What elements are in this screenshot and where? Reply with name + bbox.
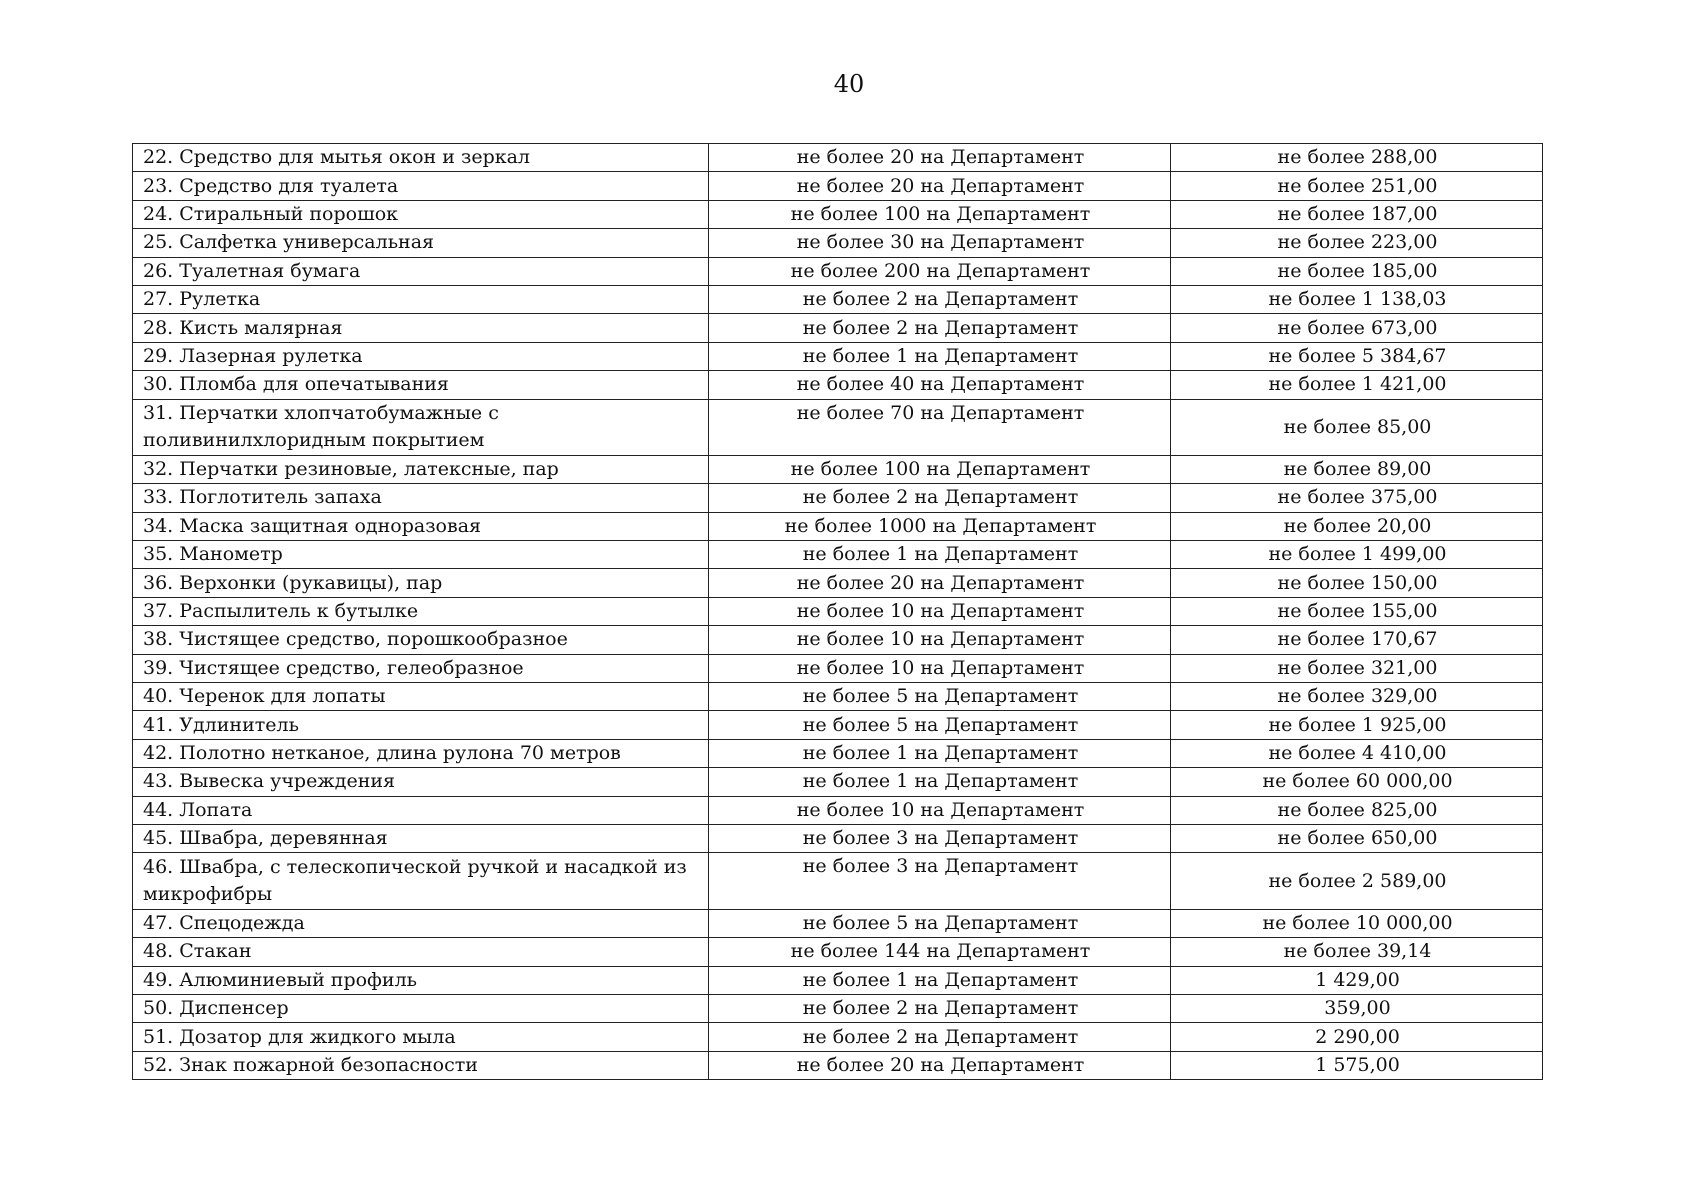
item-price-cell: не более 251,00: [1171, 172, 1543, 200]
table-row: [133, 711, 1543, 739]
item-price-cell: не более 20,00: [1171, 512, 1543, 540]
table-row: [133, 371, 1543, 399]
item-price-cell: 2 290,00: [1171, 1023, 1543, 1051]
item-price-cell: не более 185,00: [1171, 257, 1543, 285]
item-price-cell: не более 60 000,00: [1171, 768, 1543, 796]
item-quantity-cell: не более 144 на Департамент: [709, 938, 1171, 966]
item-quantity-cell: не более 20 на Департамент: [709, 569, 1171, 597]
item-name-cell: 37. Распылитель к бутылке: [133, 597, 709, 625]
item-quantity-cell: не более 1 на Департамент: [709, 541, 1171, 569]
item-price-cell: не более 170,67: [1171, 626, 1543, 654]
table-row: [133, 455, 1543, 483]
item-name-cell: 26. Туалетная бумага: [133, 257, 709, 285]
item-quantity-cell: не более 200 на Департамент: [709, 257, 1171, 285]
table-row: [133, 597, 1543, 625]
item-quantity-cell: не более 5 на Департамент: [709, 683, 1171, 711]
item-quantity-cell: не более 2 на Департамент: [709, 994, 1171, 1022]
item-quantity-cell: не более 1 на Департамент: [709, 768, 1171, 796]
table-row: [133, 1023, 1543, 1051]
item-quantity-cell: не более 10 на Департамент: [709, 597, 1171, 625]
item-name-cell: 44. Лопата: [133, 796, 709, 824]
table-row: [133, 768, 1543, 796]
table-row: [133, 285, 1543, 313]
item-price-cell: не более 39,14: [1171, 938, 1543, 966]
table-row: [133, 909, 1543, 937]
item-price-cell: не более 288,00: [1171, 144, 1543, 172]
item-quantity-cell: не более 70 на Департамент: [709, 399, 1171, 455]
item-name-cell: 42. Полотно нетканое, длина рулона 70 метров: [133, 739, 709, 767]
item-name-cell: 48. Стакан: [133, 938, 709, 966]
item-name-cell: 40. Черенок для лопаты: [133, 683, 709, 711]
item-name-cell: 51. Дозатор для жидкого мыла: [133, 1023, 709, 1051]
item-name-cell: 24. Стиральный порошок: [133, 200, 709, 228]
item-price-cell: не более 155,00: [1171, 597, 1543, 625]
item-price-cell: не более 1 925,00: [1171, 711, 1543, 739]
table-row: [133, 938, 1543, 966]
table-row: [133, 853, 1543, 909]
table-row: [133, 257, 1543, 285]
item-quantity-cell: не более 1000 на Департамент: [709, 512, 1171, 540]
table-row: [133, 569, 1543, 597]
item-name-cell: 38. Чистящее средство, порошкообразное: [133, 626, 709, 654]
table-row: [133, 342, 1543, 370]
item-price-cell: не более 1 138,03: [1171, 285, 1543, 313]
table-row: [133, 654, 1543, 682]
item-quantity-cell: не более 100 на Департамент: [709, 455, 1171, 483]
item-name-cell: 49. Алюминиевый профиль: [133, 966, 709, 994]
item-quantity-cell: не более 3 на Департамент: [709, 824, 1171, 852]
table-row: [133, 994, 1543, 1022]
item-price-cell: не более 150,00: [1171, 569, 1543, 597]
item-name-cell: 33. Поглотитель запаха: [133, 484, 709, 512]
item-name-cell: 23. Средство для туалета: [133, 172, 709, 200]
item-name-cell: 41. Удлинитель: [133, 711, 709, 739]
table-row: [133, 144, 1543, 172]
table-row: [133, 512, 1543, 540]
item-quantity-cell: не более 2 на Департамент: [709, 314, 1171, 342]
item-quantity-cell: не более 5 на Департамент: [709, 711, 1171, 739]
item-name-cell: 46. Швабра, с телескопической ручкой и насадкой из микрофибры: [133, 853, 709, 909]
item-quantity-cell: не более 1 на Департамент: [709, 342, 1171, 370]
item-price-cell: не более 825,00: [1171, 796, 1543, 824]
item-price-cell: не более 89,00: [1171, 455, 1543, 483]
item-quantity-cell: не более 100 на Департамент: [709, 200, 1171, 228]
item-name-cell: 30. Пломба для опечатывания: [133, 371, 709, 399]
table-row: [133, 314, 1543, 342]
item-name-cell: 27. Рулетка: [133, 285, 709, 313]
item-price-cell: не более 10 000,00: [1171, 909, 1543, 937]
table-row: [133, 796, 1543, 824]
item-quantity-cell: не более 20 на Департамент: [709, 172, 1171, 200]
item-name-cell: 25. Салфетка универсальная: [133, 229, 709, 257]
item-price-cell: не более 5 384,67: [1171, 342, 1543, 370]
item-name-cell: 47. Спецодежда: [133, 909, 709, 937]
item-name-cell: 52. Знак пожарной безопасности: [133, 1051, 709, 1079]
table-row: [133, 484, 1543, 512]
table-row: [133, 626, 1543, 654]
table-row: [133, 739, 1543, 767]
item-quantity-cell: не более 20 на Департамент: [709, 1051, 1171, 1079]
item-quantity-cell: не более 5 на Департамент: [709, 909, 1171, 937]
item-price-cell: не более 2 589,00: [1171, 853, 1543, 909]
item-name-cell: 36. Верхонки (рукавицы), пар: [133, 569, 709, 597]
goods-table-body: [133, 144, 1543, 1080]
table-row: [133, 399, 1543, 455]
item-quantity-cell: не более 3 на Департамент: [709, 853, 1171, 909]
item-name-cell: 39. Чистящее средство, гелеобразное: [133, 654, 709, 682]
goods-table: [132, 143, 1543, 1080]
page-number: 40: [833, 70, 865, 98]
item-quantity-cell: не более 1 на Департамент: [709, 739, 1171, 767]
item-price-cell: не более 85,00: [1171, 399, 1543, 455]
item-quantity-cell: не более 30 на Департамент: [709, 229, 1171, 257]
item-name-cell: 22. Средство для мытья окон и зеркал: [133, 144, 709, 172]
item-quantity-cell: не более 2 на Департамент: [709, 1023, 1171, 1051]
item-name-cell: 50. Диспенсер: [133, 994, 709, 1022]
item-price-cell: 1 575,00: [1171, 1051, 1543, 1079]
table-row: [133, 824, 1543, 852]
item-price-cell: не более 223,00: [1171, 229, 1543, 257]
item-quantity-cell: не более 1 на Департамент: [709, 966, 1171, 994]
item-name-cell: 43. Вывеска учреждения: [133, 768, 709, 796]
item-quantity-cell: не более 20 на Департамент: [709, 144, 1171, 172]
item-price-cell: 1 429,00: [1171, 966, 1543, 994]
item-price-cell: не более 650,00: [1171, 824, 1543, 852]
item-price-cell: 359,00: [1171, 994, 1543, 1022]
item-quantity-cell: не более 40 на Департамент: [709, 371, 1171, 399]
item-name-cell: 29. Лазерная рулетка: [133, 342, 709, 370]
item-name-cell: 32. Перчатки резиновые, латексные, пар: [133, 455, 709, 483]
table-row: [133, 1051, 1543, 1079]
item-price-cell: не более 1 499,00: [1171, 541, 1543, 569]
item-name-cell: 31. Перчатки хлопчатобумажные с поливинилхлоридным покрытием: [133, 399, 709, 455]
table-row: [133, 966, 1543, 994]
item-quantity-cell: не более 10 на Департамент: [709, 626, 1171, 654]
table-row: [133, 172, 1543, 200]
table-row: [133, 683, 1543, 711]
item-quantity-cell: не более 10 на Департамент: [709, 796, 1171, 824]
item-name-cell: 35. Манометр: [133, 541, 709, 569]
table-row: [133, 541, 1543, 569]
item-price-cell: не более 1 421,00: [1171, 371, 1543, 399]
item-price-cell: не более 329,00: [1171, 683, 1543, 711]
item-price-cell: не более 321,00: [1171, 654, 1543, 682]
item-name-cell: 45. Швабра, деревянная: [133, 824, 709, 852]
item-price-cell: не более 673,00: [1171, 314, 1543, 342]
item-quantity-cell: не более 2 на Департамент: [709, 285, 1171, 313]
table-row: [133, 200, 1543, 228]
item-price-cell: не более 187,00: [1171, 200, 1543, 228]
item-quantity-cell: не более 2 на Департамент: [709, 484, 1171, 512]
item-name-cell: 34. Маска защитная одноразовая: [133, 512, 709, 540]
item-quantity-cell: не более 10 на Департамент: [709, 654, 1171, 682]
item-price-cell: не более 4 410,00: [1171, 739, 1543, 767]
item-price-cell: не более 375,00: [1171, 484, 1543, 512]
item-name-cell: 28. Кисть малярная: [133, 314, 709, 342]
table-row: [133, 229, 1543, 257]
